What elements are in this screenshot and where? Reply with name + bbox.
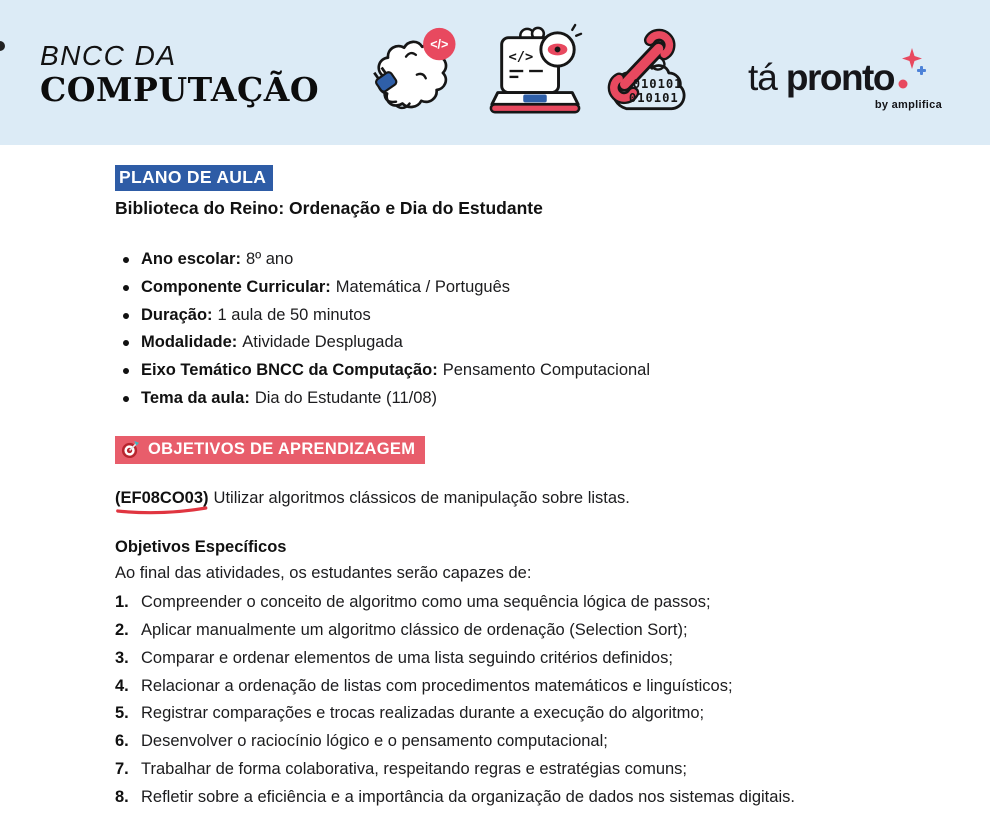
binary-line-2: 010101: [628, 91, 679, 106]
laptop-search-icon: [486, 22, 584, 127]
wrench-binary-icon: [604, 26, 698, 125]
binary-line-1: 010101: [632, 77, 683, 92]
bncc-logo-line1: BNCC DA: [40, 40, 177, 71]
objective-item: 8. Refletir sobre a eficiência e a importância da organização de dados nos sistemas digitais.: [115, 788, 795, 807]
bncc-logo-line2: COMPUTAÇÃO: [40, 70, 320, 109]
objective-item: 7. Trabalhar de forma colaborativa, respeitando regras e estratégias comuns;: [115, 760, 688, 779]
tapronto-word-pronto: pronto: [785, 57, 894, 98]
tapronto-byline: by amplifica: [874, 99, 942, 111]
objective-item: 2. Aplicar manualmente um algoritmo clássico de ordenação (Selection Sort);: [115, 620, 688, 639]
objective-item: 4. Relacionar a ordenação de listas com procedimentos matemáticos e linguísticos;: [115, 676, 733, 695]
code-badge-glyph: </>: [430, 37, 449, 52]
laptop-code-glyph: </>: [508, 49, 534, 66]
red-underline: [115, 505, 209, 515]
detail-modalidade: Modalidade: Atividade Desplugada: [115, 329, 905, 357]
detail-duracao: Duração: 1 aula de 50 minutos: [115, 302, 905, 330]
objective-item: 6. Desenvolver o raciocínio lógico e o pensamento computacional;: [115, 732, 608, 751]
left-edge-mark: [0, 41, 5, 51]
document-body: [115, 145, 905, 812]
header-banner: [0, 0, 990, 145]
tapronto-logo: [748, 44, 958, 111]
target-icon: [121, 440, 140, 459]
objectives-list: [115, 589, 905, 812]
sparkle-icon: [896, 48, 926, 99]
objective-item: 3. Comparar e ordenar elementos de uma lista seguindo critérios definidos;: [115, 648, 673, 667]
objectives-heading: [115, 436, 425, 464]
objectives-heading-label: OBJETIVOS DE APRENDIZAGEM: [148, 439, 416, 458]
lesson-title: Biblioteca do Reino: Ordenação e Dia do Estudante: [115, 198, 543, 218]
plan-heading: PLANO DE AULA: [115, 165, 273, 191]
lesson-details-list: [115, 246, 905, 413]
bncc-skill-line: [115, 489, 905, 508]
brain-code-icon: [370, 24, 460, 125]
detail-tema-aula: Tema da aula: Dia do Estudante (11/08): [115, 385, 905, 413]
detail-ano-escolar: Ano escolar: 8º ano: [115, 246, 905, 274]
specific-objectives-heading: Objetivos Específicos: [115, 537, 287, 556]
bncc-logo: [40, 40, 320, 109]
bncc-skill-code: (EF08CO03): [115, 489, 209, 508]
tapronto-word-ta: tá: [748, 57, 777, 98]
objective-item: 1. Compreender o conceito de algoritmo como uma sequência lógica de passos;: [115, 592, 711, 611]
detail-componente: Componente Curricular: Matemática / Português: [115, 274, 905, 302]
bncc-skill-text: Utilizar algoritmos clássicos de manipulação sobre listas.: [213, 488, 630, 507]
objective-item: 5. Registrar comparações e trocas realizadas durante a execução do algoritmo;: [115, 704, 705, 723]
detail-eixo-tematico: Eixo Temático BNCC da Computação: Pensamento Computacional: [115, 357, 905, 385]
objectives-intro: Ao final das atividades, os estudantes serão capazes de:: [115, 563, 532, 582]
